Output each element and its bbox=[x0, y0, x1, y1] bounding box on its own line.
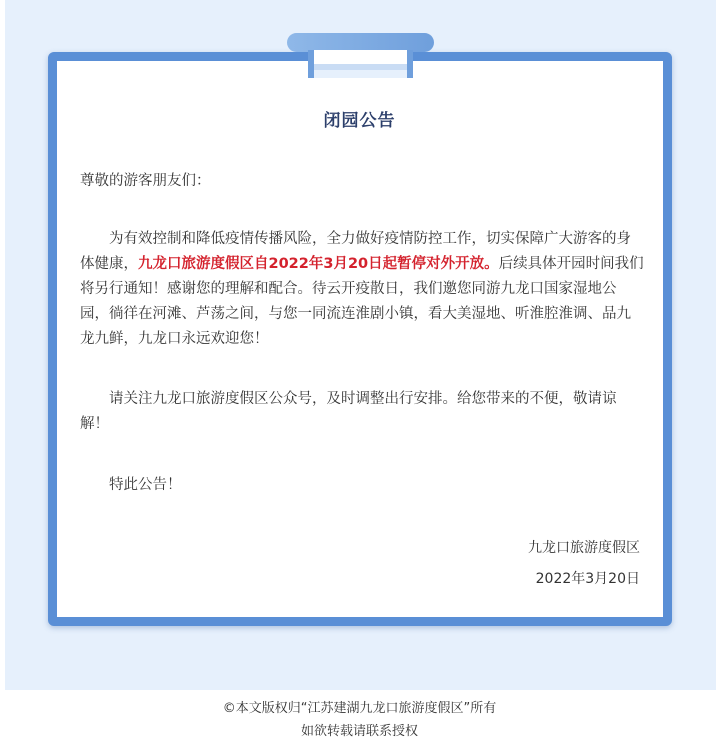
notice-title: 闭园公告 bbox=[323, 111, 396, 131]
closure-highlight: 九龙口旅游度假区自2022年3月20日起暂停对外开放。 bbox=[138, 256, 499, 272]
decorative-tab-gap bbox=[314, 50, 407, 64]
notice-paragraph-3: 特此公告！ bbox=[109, 477, 182, 493]
paragraph-1-intro: 为有效控制和降低疫情传播风险，全力做好疫情防控工作，切实保障广大游客的身体健康， bbox=[80, 231, 631, 272]
reprint-notice: 如欲转载请联系授权 bbox=[300, 724, 418, 739]
paragraph-1-rest: 后续具体开园时间我们将另行通知！感谢您的理解和配合。待云开疫散日，我们邀您同游九龙口国家湿地公园，徜徉在河滩、芦荡之间，与您一同流连淮剧小镇，看大美湿地、听淮腔淮调、品九龙九鲜，九龙口永远欢迎您！ bbox=[80, 256, 644, 347]
notice-greeting: 尊敬的游客朋友们： bbox=[80, 173, 211, 189]
notice-paragraph-2: 请关注九龙口旅游度假区公众号，及时调整出行安排。给您带来的不便，敬请谅解！ bbox=[80, 391, 617, 432]
signature-organization: 九龙口旅游度假区 bbox=[528, 540, 640, 556]
notice-paragraph-1 bbox=[80, 227, 644, 352]
signature-date: 2022年3月20日 bbox=[535, 571, 640, 587]
copyright-notice: ©本文版权归“江苏建湖九龙口旅游度假区”所有 bbox=[222, 701, 497, 716]
